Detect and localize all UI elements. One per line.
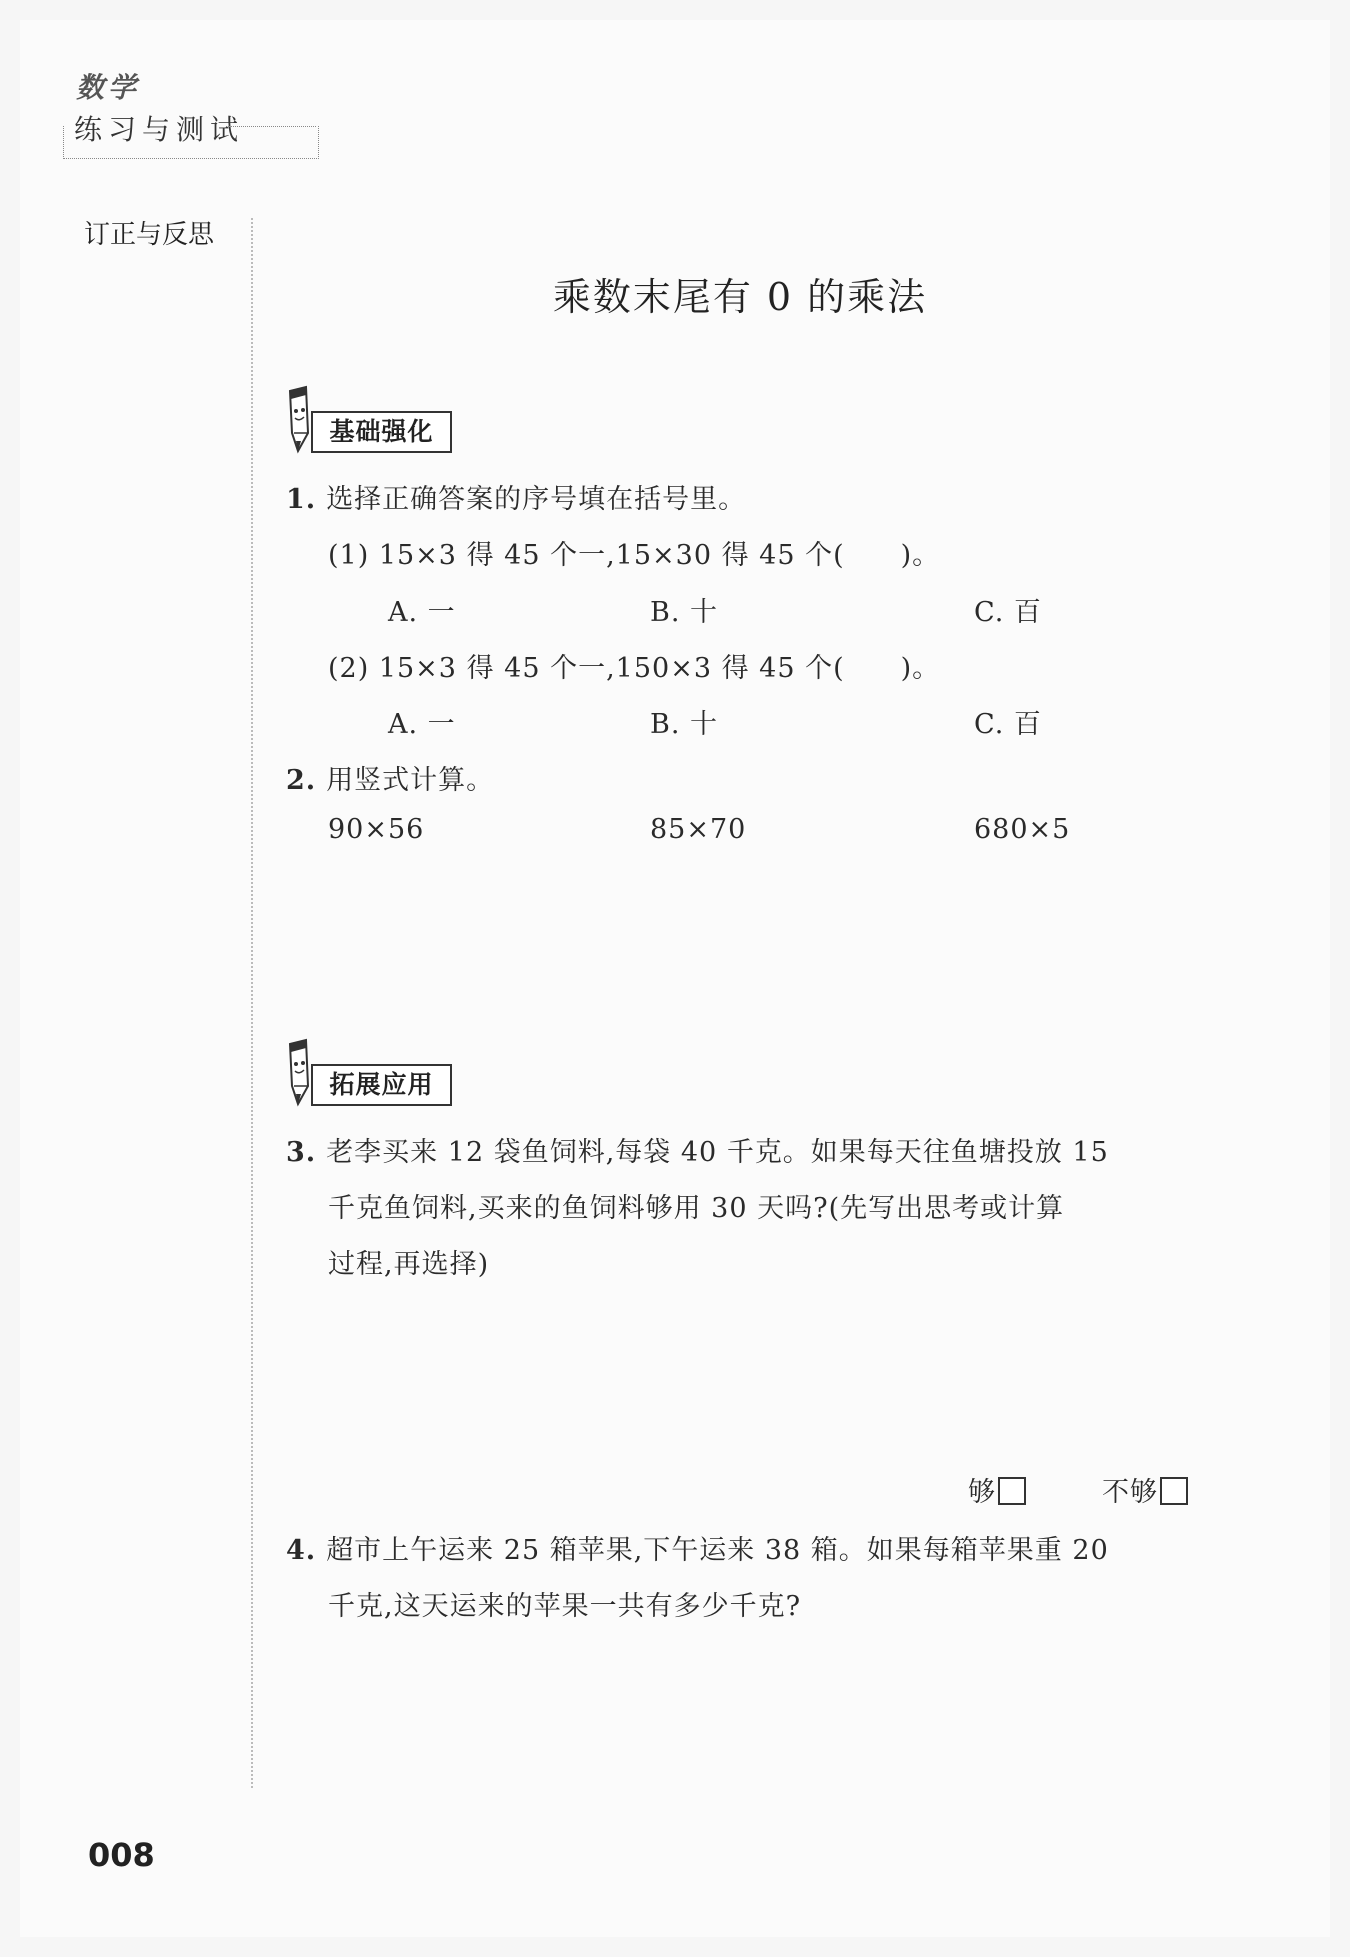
header-subject: 数学 [76,71,141,104]
question-text: 用竖式计算。 [326,765,495,796]
question-text-line-2: 千克,这天运来的苹果一共有多少千克? [328,1591,802,1622]
question-text-line-1: 超市上午运来 25 箱苹果,下午运来 38 箱。如果每箱苹果重 20 [326,1535,1109,1566]
question-1-part-2: (2) 15×3 得 45 个一,150×3 得 45 个( )。 [328,653,941,684]
calc-item-1: 90×56 [328,814,425,845]
choice-label: 不够 [1102,1477,1158,1508]
option-a: A. 一 [388,597,456,628]
question-text: 选择正确答案的序号填在括号里。 [326,484,747,515]
calc-item-3: 680×5 [974,814,1071,845]
question-1 [286,477,746,516]
checkbox[interactable] [998,1477,1026,1505]
section-label: 基础强化 [311,411,452,453]
question-text-line-3: 过程,再选择) [328,1249,490,1280]
calc-item-2: 85×70 [650,814,747,845]
header-dotted-line [228,126,316,127]
section-basic [284,385,464,455]
checkbox[interactable] [1160,1477,1188,1505]
section-label: 拓展应用 [311,1064,452,1106]
section-extended [284,1038,464,1108]
page-title: 乘数末尾有 0 的乘法 [552,275,928,319]
choice-not-enough[interactable] [1102,1470,1188,1509]
choice-label: 够 [968,1477,996,1508]
question-number: 3. [286,1137,317,1168]
question-text-line-1: 老李买来 12 袋鱼饲料,每袋 40 千克。如果每天往鱼塘投放 15 [326,1137,1109,1168]
page-number: 008 [88,1836,155,1874]
margin-label: 订正与反思 [84,220,215,250]
pencil-icon [284,1038,314,1108]
margin-divider [251,218,253,1788]
pencil-icon [284,385,314,455]
question-number: 1. [286,484,317,515]
question-2 [286,758,494,797]
header-book-title: 练习与测试 [74,113,245,146]
question-number: 2. [286,765,317,796]
option-c: C. 百 [974,709,1042,740]
question-number: 4. [286,1535,317,1566]
option-a: A. 一 [388,709,456,740]
option-b: B. 十 [650,709,719,740]
question-4 [286,1528,1109,1567]
option-b: B. 十 [650,597,719,628]
option-c: C. 百 [974,597,1042,628]
choice-enough[interactable] [968,1470,1026,1509]
question-1-part-1: (1) 15×3 得 45 个一,15×30 得 45 个( )。 [328,540,941,571]
header-frame [63,126,319,159]
question-3 [286,1130,1109,1169]
question-text-line-2: 千克鱼饲料,买来的鱼饲料够用 30 天吗?(先写出思考或计算 [328,1193,1065,1224]
